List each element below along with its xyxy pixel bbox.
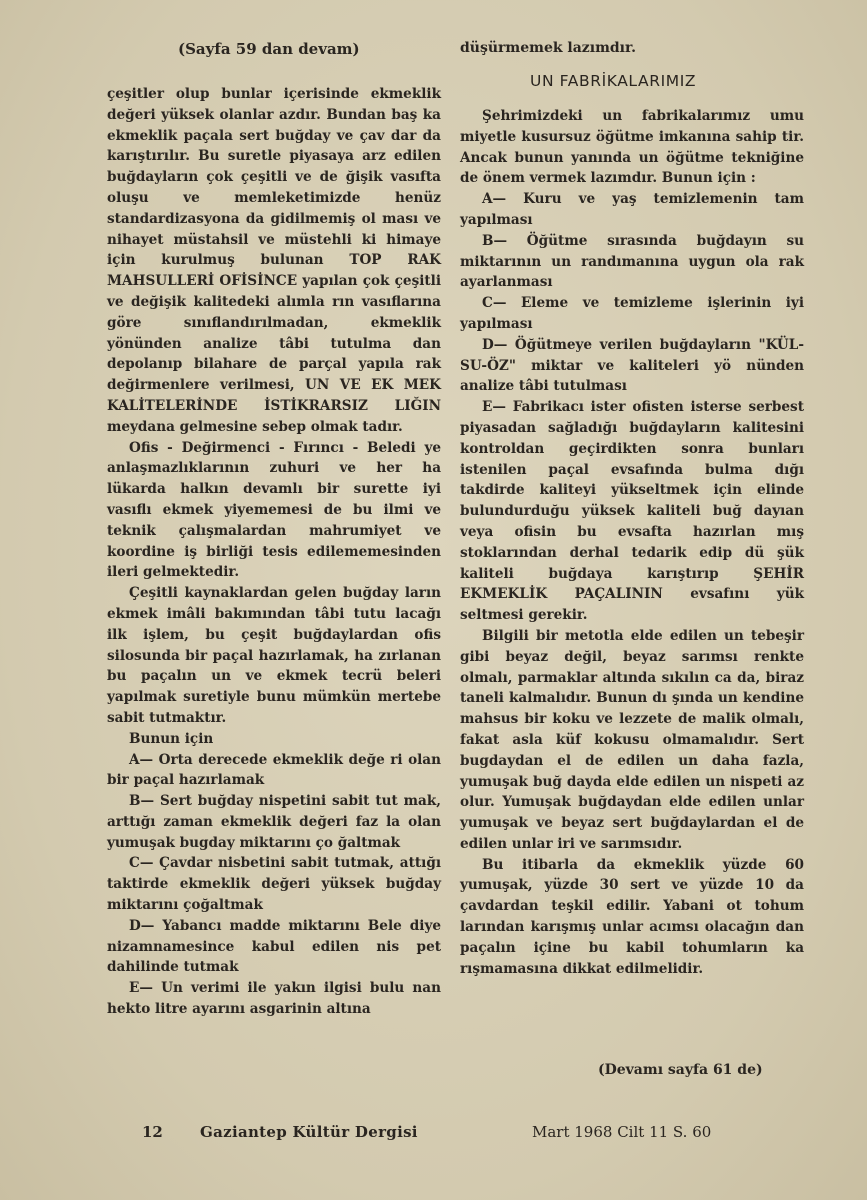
- paragraph: Bunun için: [129, 730, 214, 747]
- paragraph: Ofis - Değirmenci - Fırıncı - Beledi ye anlaşmazlıklarının zuhuri ve her ha lükarda halkın devamlı bir surette iyi vasıflı ekmek yiyememesi de bu ilmi ve teknik çalışmalardan mahrumiyet ve koordine iş birliği tesis edilememesinden ileri gelmektedir.: [107, 439, 441, 581]
- magazine-name: Gaziantep Kültür Dergisi: [200, 1123, 418, 1141]
- list-item: D— Öğütmeye verilen buğdayların "KÜL-SU-ÖZ" miktar ve kaliteleri yö nünden analize tâbi tutulması: [460, 336, 804, 395]
- issue-date: Mart 1968 Cilt 11 S. 60: [532, 1123, 712, 1141]
- page-number: 12: [142, 1123, 163, 1141]
- right-column: [460, 106, 804, 979]
- paragraph: Çeşitli kaynaklardan gelen buğday ların ekmek imâli bakımından tâbi tutu lacağı ilk işlem, bu çeşit buğdaylardan ofis silosunda bir paçal hazırlamak, ha zırlanan bu paçalın un ve ekmek tecrü beleri yapılmak suretiyle bunu mümkün mertebe sabit tutmaktır.: [107, 585, 441, 726]
- list-item: D— Yabancı madde miktarını Bele diye nizamnamesince kabul edilen nis pet dahilinde tutmak: [107, 917, 441, 976]
- paragraph: Şehrimizdeki un fabrikalarımız umu miyetle kusursuz öğütme imkanına sahip tir. Ancak bunun yanında un öğütme tekniğine de önem vermek lazımdır. Bunun için :: [460, 108, 804, 187]
- paragraph: Bu itibarla da ekmeklik yüzde 60 yumuşak, yüzde 30 sert ve yüzde 10 da çavdardan teşkil edilir. Yabani ot tohum larından karışmış unlar acımsı olacağın dan paçalın içine bu kabil tohumların ka rışmamasına dikkat edilmelidir.: [460, 856, 804, 977]
- paragraph: Bilgili bir metotla elde edilen un tebeşir gibi beyaz değil, beyaz sarımsı renkte olmalı, parmaklar altında sıkılın ca da, biraz taneli kalmalıdır. Bunun dı şında un kendine mahsus bir koku ve lezzete de malik olmalı, fakat asla küf kokusu olmamalıdır. Sert bugdaydan el de edilen un daha fazla, yumuşak buğ dayda elde edilen un nispeti az olur. Yumuşak buğdaydan elde edilen unlar yumuşak ve beyaz sert buğdaylardan el de edilen unlar iri ve sarımsıdır.: [460, 627, 804, 852]
- list-item: A— Kuru ve yaş temizlemenin tam yapılması: [460, 191, 804, 228]
- left-column: [107, 84, 441, 1020]
- paragraph: çeşitler olup bunlar içerisinde ekmeklik değeri yüksek olanlar azdır. Bundan baş ka ekmeklik paçala sert buğday ve çav dar da karıştırılır. Bu suretle piyasaya arz edilen buğdayların çok çeşitli ve de ğişik vasıfta oluşu ve memleketimizde henüz standardizasyona da gidilmemiş ol ması ve nihayet müstahsil ve müstehli ki himaye için kurulmuş bulunan TOP RAK MAHSULLERİ OFİSİNCE yapılan çok çeşitli ve değişik kalitedeki alımla rın vasıflarına göre sınıflandırılmadan, ekmeklik yönünden analize tâbi tutulma dan depolanıp bilahare de parçal yapıla rak değirmenlere verilmesi, UN VE EK MEK KALİTELERİNDE İSTİKRARSIZ LIĞIN meydana gelmesine sebep olmak tadır.: [107, 86, 441, 435]
- list-item: C— Çavdar nisbetini sabit tutmak, attığı taktirde ekmeklik değeri yüksek buğday miktarını çoğaltmak: [107, 855, 441, 914]
- list-item: C— Eleme ve temizleme işlerinin iyi yapılması: [460, 295, 804, 332]
- right-column-first-line: düşürmemek lazımdır.: [460, 40, 636, 56]
- continued-note: (Devamı sayfa 61 de): [598, 1062, 763, 1078]
- list-item: B— Sert buğday nispetini sabit tut mak, arttığı zaman ekmeklik değeri faz la olan yumuşak bugday miktarını ço ğaltmak: [107, 793, 441, 851]
- continued-from-header: (Sayfa 59 dan devam): [178, 40, 360, 58]
- list-item: E— Fabrikacı ister ofisten isterse serbest piyasadan sağladığı buğdayların kalitesini kontroldan geçirdikten sonra bunları istenilen paçal evsafında bulma dığı takdirde kaliteyi yükseltmek için elinde bulundurduğu yüksek kaliteli buğ dayıan veya ofisin bu evsafta hazırlan mış stoklarından derhal tedarik edip dü şük kaliteli buğdaya karıştırıp ŞEHİR EKMEKLİK PAÇALININ evsafını yük seltmesi gerekir.: [460, 399, 804, 624]
- section-title: UN FABRİKALARIMIZ: [530, 72, 697, 90]
- list-item: E— Un verimi ile yakın ilgisi bulu nan hekto litre ayarını asgarinin altına: [107, 980, 441, 1018]
- list-item: A— Orta derecede ekmeklik değe ri olan bir paçal hazırlamak: [107, 751, 441, 789]
- list-item: B— Öğütme sırasında buğdayın su miktarının un randımanına uygun ola rak ayarlanması: [460, 232, 804, 291]
